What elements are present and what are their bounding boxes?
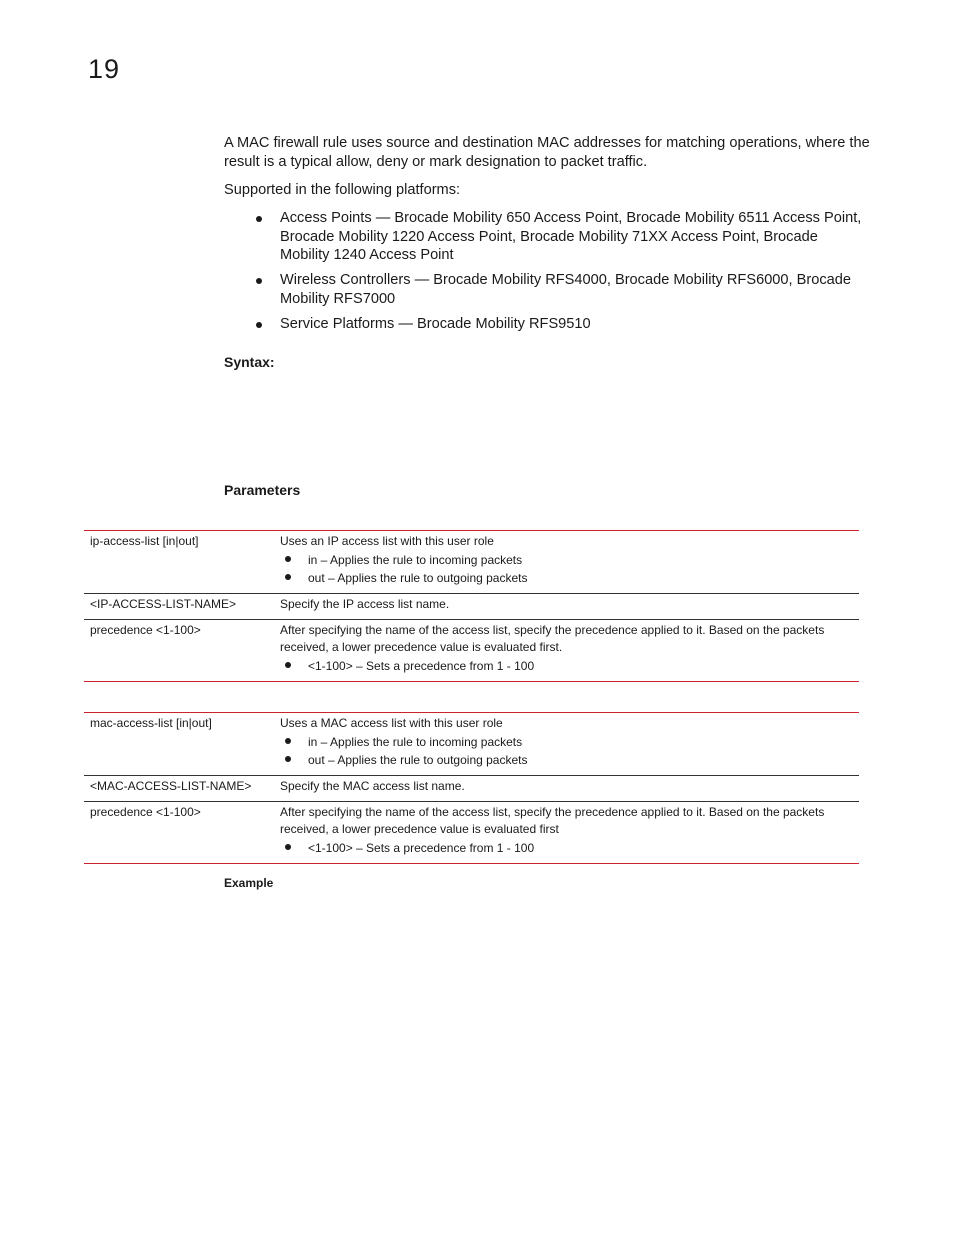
platform-text: Access Points — Brocade Mobility 650 Access Point, Brocade Mobility 6511 Access Point, Brocade Mobility 1220 Access Point, Brocade Mobility 71XX Access Point, Brocade Mobility 1240 Access Point [280, 210, 862, 264]
bullet-icon [285, 662, 291, 668]
param-description [274, 776, 859, 801]
param-name: <MAC-ACCESS-LIST-NAME> [90, 779, 252, 793]
syntax-label: Syntax: [224, 354, 275, 370]
param-name: precedence <1-100> [90, 805, 201, 819]
bullet-icon [285, 756, 291, 762]
bullet-icon [256, 216, 262, 222]
platform-text: Wireless Controllers — Brocade Mobility RFS4000, Brocade Mobility RFS6000, Brocade Mobility RFS7000 [280, 272, 852, 307]
param-description-text: Uses a MAC access list with this user role [280, 716, 503, 730]
param-name: mac-access-list [in|out] [90, 716, 212, 730]
bullet-icon [285, 844, 291, 850]
bullet-icon [285, 556, 291, 562]
chapter-number: 19 [88, 54, 121, 84]
param-bullet: out – Applies the rule to outgoing packets [308, 571, 528, 585]
table-row [84, 593, 859, 619]
parameters-table-ip [84, 530, 859, 682]
param-description-text: Uses an IP access list with this user role [280, 534, 494, 548]
param-description-text: After specifying the name of the access list, specify the precedence applied to it. Based on the packets received, a lower precedence value is evaluated first [280, 805, 825, 836]
example-label: Example [224, 876, 274, 890]
param-description [274, 594, 859, 619]
parameters-label: Parameters [224, 482, 301, 498]
param-bullet: out – Applies the rule to outgoing packets [308, 753, 528, 767]
param-description-text: Specify the MAC access list name. [280, 779, 465, 793]
platform-list-item [256, 209, 868, 265]
param-bullet: in – Applies the rule to incoming packets [308, 735, 523, 749]
param-description [274, 620, 859, 681]
parameters-table-mac [84, 712, 859, 864]
param-description-text: Specify the IP access list name. [280, 597, 450, 611]
table-row [84, 713, 859, 775]
param-name: <IP-ACCESS-LIST-NAME> [90, 597, 237, 611]
platform-list-item [256, 315, 868, 334]
bullet-icon [256, 322, 262, 328]
platform-list-item [256, 271, 868, 308]
param-name: ip-access-list [in|out] [90, 534, 199, 548]
param-bullet: in – Applies the rule to incoming packets [308, 553, 523, 567]
bullet-icon [285, 738, 291, 744]
param-name: precedence <1-100> [90, 623, 201, 637]
param-description-text: After specifying the name of the access list, specify the precedence applied to it. Based on the packets received, a lower precedence value is evaluated first. [280, 623, 825, 654]
table-row [84, 775, 859, 801]
param-description [274, 713, 859, 775]
param-description [274, 531, 859, 593]
param-bullet: <1-100> – Sets a precedence from 1 - 100 [308, 841, 535, 855]
table-row [84, 619, 859, 681]
table-row [84, 531, 859, 593]
table-row [84, 801, 859, 863]
intro-paragraph: A MAC firewall rule uses source and destination MAC addresses for matching operations, where the result is a typical allow, deny or mark designation to packet traffic. [224, 135, 870, 170]
param-bullet: <1-100> – Sets a precedence from 1 - 100 [308, 659, 535, 673]
param-description [274, 802, 859, 863]
supported-platforms-heading: Supported in the following platforms: [224, 182, 461, 198]
bullet-icon [285, 574, 291, 580]
bullet-icon [256, 278, 262, 284]
platform-text: Service Platforms — Brocade Mobility RFS9510 [280, 316, 591, 332]
